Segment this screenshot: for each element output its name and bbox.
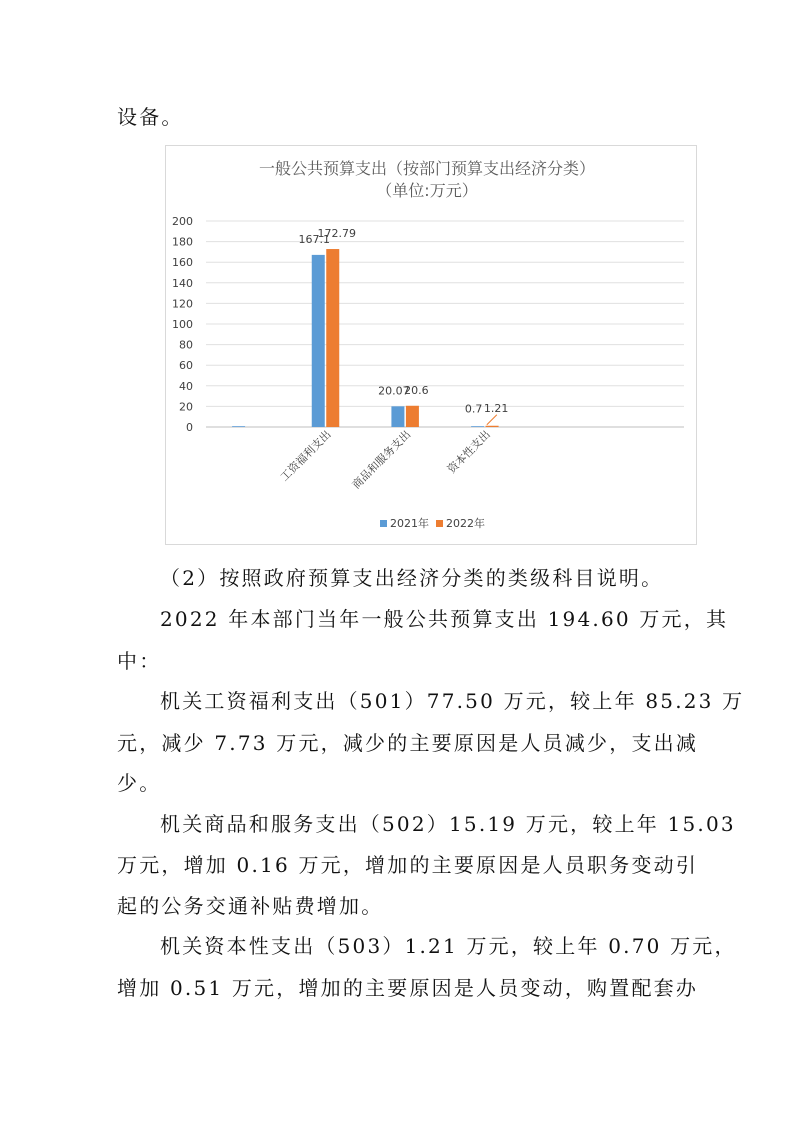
text-line: 机关工资福利支出（501）77.50 万元，较上年 85.23 万 <box>160 689 745 713</box>
bar-chart-svg <box>166 146 696 544</box>
bar <box>232 426 245 427</box>
bar <box>471 426 484 427</box>
y-tick-label: 180 <box>172 235 193 249</box>
text-line: 2022 年本部门当年一般公共预算支出 194.60 万元，其 <box>160 607 729 631</box>
chart-title: 一般公共预算支出（按部门预算支出经济分类） <box>258 159 596 178</box>
y-tick-label: 0 <box>186 421 193 434</box>
expenditure-chart <box>165 145 697 545</box>
section-heading: （2）按照政府预算支出经济分类的类级科目说明。 <box>160 566 664 590</box>
y-tick-label: 40 <box>179 379 193 393</box>
bar <box>406 406 419 427</box>
x-tick-label: 资本性支出 <box>444 427 493 477</box>
legend-swatch <box>380 520 387 527</box>
text-line: 元，减少 7.73 万元，减少的主要原因是人员减少，支出减 <box>117 731 699 755</box>
y-tick-label: 140 <box>172 276 193 290</box>
x-tick-label: 工资福利支出 <box>277 427 334 484</box>
y-tick-label: 120 <box>172 297 193 311</box>
text-line: 万元，增加 0.16 万元，增加的主要原因是人员职务变动引 <box>117 853 699 877</box>
bar <box>391 406 404 427</box>
data-label: 20.07 <box>378 384 410 398</box>
text-line: 少。 <box>117 771 162 795</box>
data-label: 172.79 <box>317 227 356 241</box>
y-tick-label: 60 <box>179 359 193 373</box>
bar <box>326 249 339 427</box>
legend-label: 2021年 <box>390 517 429 530</box>
text-line: 中： <box>117 649 162 673</box>
x-tick-label: 商品和服务支出 <box>349 427 414 492</box>
data-label: 0.7 <box>464 402 483 416</box>
y-tick-label: 160 <box>172 256 193 270</box>
y-tick-label: 20 <box>179 400 193 414</box>
data-label: 1.21 <box>483 401 509 415</box>
y-tick-label: 100 <box>172 318 193 331</box>
text-line: 设备。 <box>117 105 184 129</box>
text-line: 增加 0.51 万元，增加的主要原因是人员变动，购置配套办 <box>117 976 699 1000</box>
bar <box>486 426 499 427</box>
text-line: 起的公务交通补贴费增加。 <box>117 894 384 918</box>
y-tick-label: 80 <box>179 338 193 352</box>
y-tick-label: 200 <box>172 215 193 228</box>
data-label: 167.1 <box>298 232 330 246</box>
legend-swatch <box>436 520 443 527</box>
bar <box>312 255 325 427</box>
data-label-leader <box>487 415 497 425</box>
legend-label: 2022年 <box>446 517 485 530</box>
text-line: 机关商品和服务支出（502）15.19 万元，较上年 15.03 <box>160 812 736 836</box>
text-line: 机关资本性支出（503）1.21 万元，较上年 0.70 万元， <box>160 934 737 958</box>
data-label: 20.6 <box>404 383 429 397</box>
chart-subtitle: （单位:万元） <box>376 181 478 200</box>
